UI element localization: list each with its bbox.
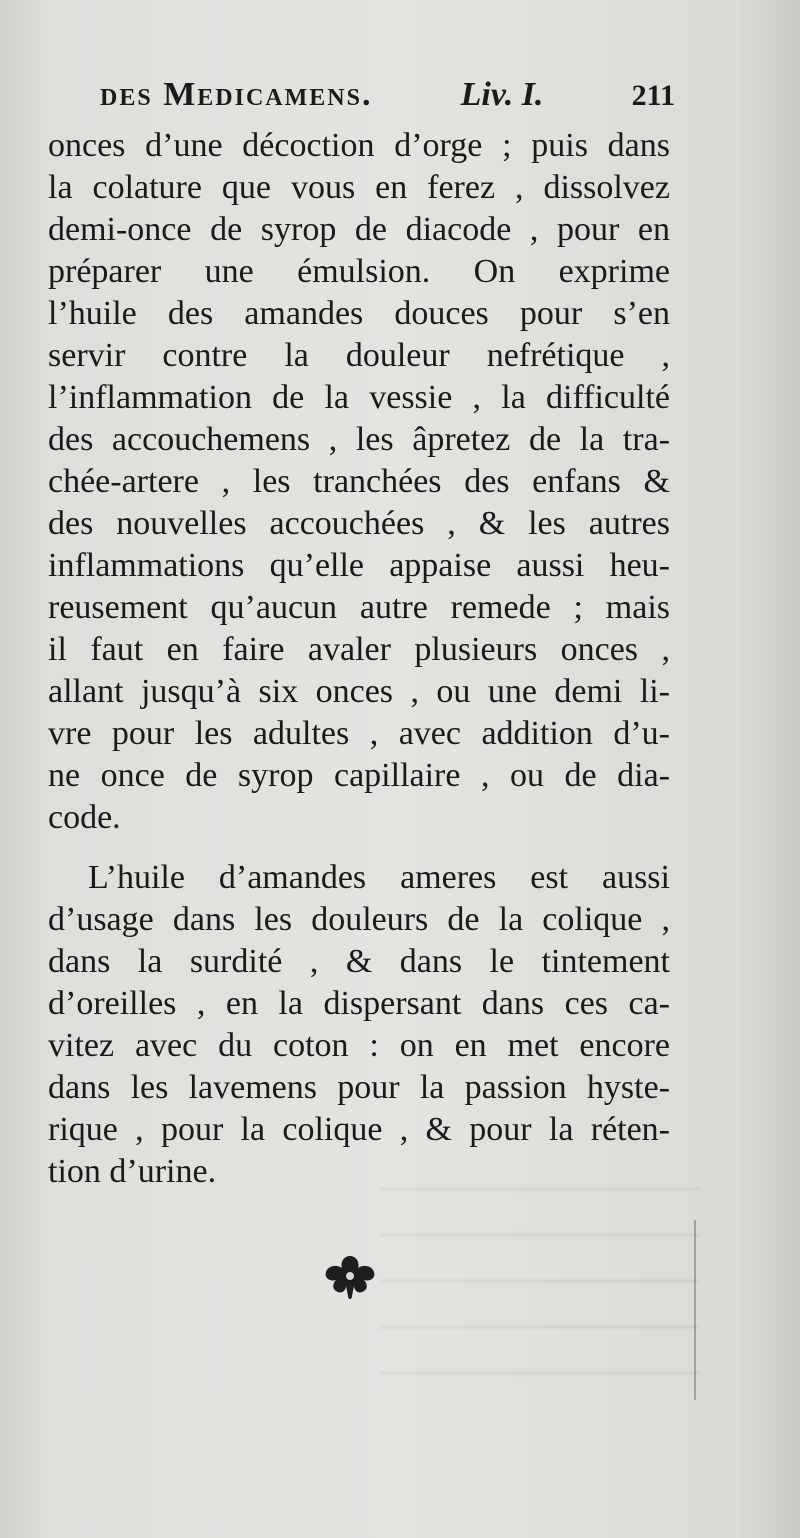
fleuron-ornament-icon <box>318 1252 382 1304</box>
text-line: code. <box>48 799 121 836</box>
text-line: vitez avec du coton : on en met encore <box>48 1027 670 1064</box>
text-line: ne once de syrop capillaire , ou de dia- <box>48 757 670 794</box>
text-line: chée-artere , les tranchées des enfans & <box>48 463 670 500</box>
text-line: rique , pour la colique , & pour la réten- <box>48 1111 670 1148</box>
text-line: allant jusqu’à six onces , ou une demi li- <box>48 673 670 710</box>
text-line: d’usage dans les douleurs de la colique , <box>48 901 670 938</box>
page-edge <box>694 1220 696 1400</box>
book-number: Liv. I. <box>460 76 544 113</box>
text-line: la colature que vous en ferez , dissolvez <box>48 169 670 206</box>
text-line: inflammations qu’elle appaise aussi heu- <box>48 547 670 584</box>
text-line: L’huile d’amandes ameres est aussi <box>88 859 670 896</box>
text-line: reusement qu’aucun autre remede ; mais <box>48 589 670 626</box>
paragraph-2 <box>48 857 670 1193</box>
paragraph-gap <box>48 839 670 857</box>
text-line: demi-once de syrop de diacode , pour en <box>48 211 670 248</box>
text-line: tion d’urine. <box>48 1153 217 1190</box>
text-line: dans les lavemens pour la passion hyste- <box>48 1069 670 1106</box>
text-line: des accouchemens , les âpretez de la tra- <box>48 421 670 458</box>
text-line: des nouvelles accouchées , & les autres <box>48 505 670 542</box>
text-line: onces d’une décoction d’orge ; puis dans <box>48 127 670 164</box>
text-line: l’inflammation de la vessie , la difficulté <box>48 379 670 416</box>
text-line: il faut en faire avaler plusieurs onces , <box>48 631 670 668</box>
text-line: vre pour les adultes , avec addition d’u- <box>48 715 670 752</box>
paragraph-1 <box>48 125 670 839</box>
running-title: des Medicamens. <box>100 76 373 113</box>
page-header <box>100 76 675 120</box>
body-text <box>48 125 670 1193</box>
text-line: l’huile des amandes douces pour s’en <box>48 295 670 332</box>
text-line: dans la surdité , & dans le tintement <box>48 943 670 980</box>
page-number: 211 <box>631 79 675 112</box>
text-line: servir contre la douleur nefrétique , <box>48 337 670 374</box>
text-line: d’oreilles , en la dispersant dans ces ca- <box>48 985 670 1022</box>
text-line: préparer une émulsion. On exprime <box>48 253 670 290</box>
